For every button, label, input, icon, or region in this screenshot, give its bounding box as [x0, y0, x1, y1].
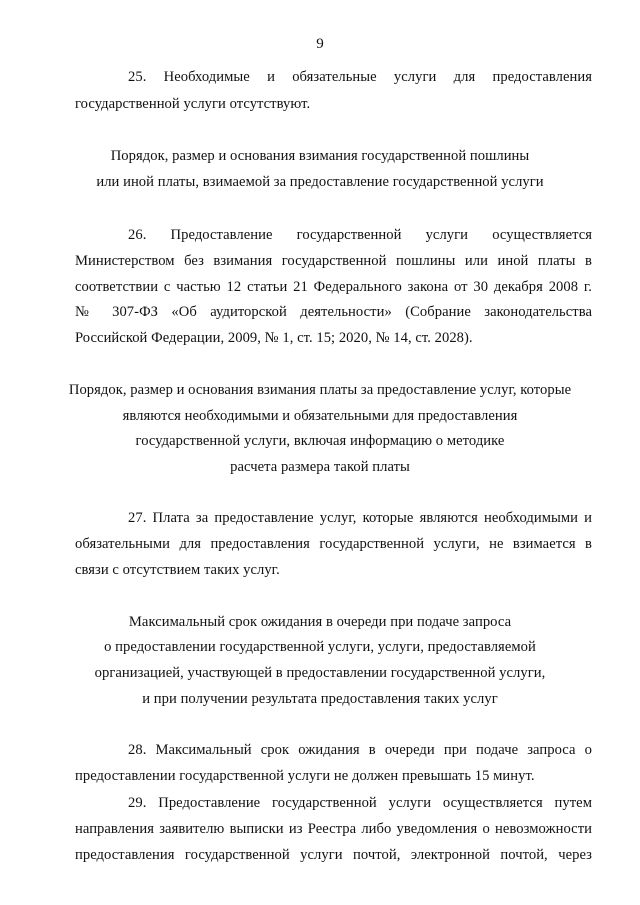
heading-line: и при получении результата предоставления таких услуг [142, 691, 498, 707]
heading-line: Максимальный срок ожидания в очереди при подаче запроса [128, 614, 512, 630]
paragraph-line: Министерством без взимания государственной пошлины или иной платы в [75, 253, 592, 269]
paragraph-line: направления заявителю выписки из Реестра либо уведомления о невозможности [75, 821, 592, 837]
heading-line: Порядок, размер и основания взимания государственной пошлины [110, 148, 530, 164]
paragraph-line: соответствии с частью 12 статьи 21 Федерального закона от 30 декабря 2008 г. [75, 279, 592, 295]
paragraph-line: № 307-ФЗ «Об аудиторской деятельности» (Собрание законодательства [75, 304, 592, 320]
paragraph-line: предоставления государственной услуги почтой, электронной почтой, через [75, 847, 592, 863]
heading-line: Порядок, размер и основания взимания платы за предоставление услуг, которые [68, 382, 572, 398]
heading-line: государственной услуги, включая информацию о методике [135, 433, 505, 449]
paragraph-line: предоставлении государственной услуги не должен превышать 15 минут. [75, 768, 535, 784]
paragraph-line: Российской Федерации, 2009, № 1, ст. 15; 2020, № 14, ст. 2028). [75, 330, 473, 346]
paragraph-line: 28. Максимальный срок ожидания в очереди при подаче запроса о [128, 742, 592, 758]
paragraph-line: 29. Предоставление государственной услуги осуществляется путем [128, 795, 592, 811]
heading-line: о предоставлении государственной услуги, услуги, предоставляемой [104, 639, 536, 655]
heading-line: организацией, участвующей в предоставлении государственной услуги, [94, 665, 546, 681]
paragraph-line: связи с отсутствием таких услуг. [75, 562, 280, 578]
paragraph-line: государственной услуги отсутствуют. [75, 96, 311, 112]
heading-line: являются необходимыми и обязательными для предоставления [122, 408, 518, 424]
paragraph-line: 26. Предоставление государственной услуги осуществляется [128, 227, 592, 243]
paragraph-line: 25. Необходимые и обязательные услуги для предоставления [128, 69, 592, 85]
paragraph-line: обязательными для предоставления государственной услуги, не взимается в [75, 536, 592, 552]
paragraph-line: 27. Плата за предоставление услуг, которые являются необходимыми и [128, 510, 592, 526]
heading-line: расчета размера такой платы [230, 459, 410, 475]
heading-line: или иной платы, взимаемой за предоставление государственной услуги [96, 174, 544, 190]
page-number: 9 [316, 36, 324, 52]
